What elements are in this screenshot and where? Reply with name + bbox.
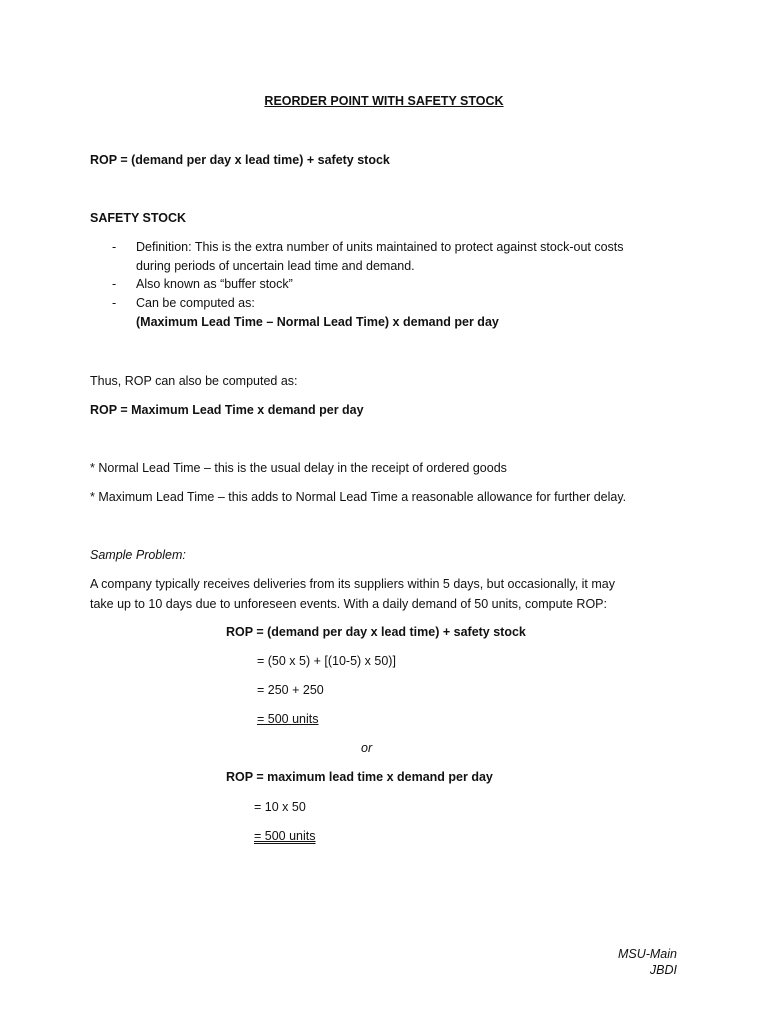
or-separator: or bbox=[361, 741, 373, 755]
bullet-dash: - bbox=[112, 240, 117, 254]
bullet-text: Also known as “buffer stock” bbox=[136, 277, 293, 291]
solution-formula: ROP = maximum lead time x demand per day bbox=[226, 770, 493, 784]
solution-result: = 500 units bbox=[254, 829, 316, 843]
note-normal-lead-time: * Normal Lead Time – this is the usual delay in the receipt of ordered goods bbox=[90, 461, 507, 475]
footer-institution: MSU-Main bbox=[617, 947, 677, 961]
sample-problem-heading: Sample Problem: bbox=[90, 548, 186, 562]
bullet-text: Can be computed as: bbox=[136, 296, 255, 310]
footer-author: JBDI bbox=[649, 963, 677, 977]
solution-step: = 250 + 250 bbox=[257, 683, 324, 697]
safety-stock-formula: (Maximum Lead Time – Normal Lead Time) x demand per day bbox=[136, 315, 499, 329]
document-title: REORDER POINT WITH SAFETY STOCK bbox=[264, 94, 504, 108]
bullet-text: Definition: This is the extra number of units maintained to protect against stock-out costs bbox=[136, 240, 624, 254]
solution-step: = (50 x 5) + [(10-5) x 50)] bbox=[257, 654, 396, 668]
bullet-dash: - bbox=[112, 277, 117, 291]
solution-step: = 10 x 50 bbox=[254, 800, 306, 814]
problem-text-line: A company typically receives deliveries from its suppliers within 5 days, but occasionally, it may bbox=[90, 577, 615, 591]
rop-alt-formula: ROP = Maximum Lead Time x demand per day bbox=[90, 403, 364, 417]
thus-text: Thus, ROP can also be computed as: bbox=[90, 374, 298, 388]
note-maximum-lead-time: * Maximum Lead Time – this adds to Normal Lead Time a reasonable allowance for further delay. bbox=[90, 490, 627, 504]
solution-result: = 500 units bbox=[257, 712, 319, 726]
rop-formula: ROP = (demand per day x lead time) + safety stock bbox=[90, 153, 390, 167]
solution-formula: ROP = (demand per day x lead time) + safety stock bbox=[226, 625, 526, 639]
bullet-dash: - bbox=[112, 296, 117, 310]
bullet-text-continued: during periods of uncertain lead time and demand. bbox=[136, 259, 415, 273]
problem-text-line: take up to 10 days due to unforeseen events. With a daily demand of 50 units, compute ROP: bbox=[90, 597, 607, 611]
safety-stock-heading: SAFETY STOCK bbox=[90, 211, 187, 225]
